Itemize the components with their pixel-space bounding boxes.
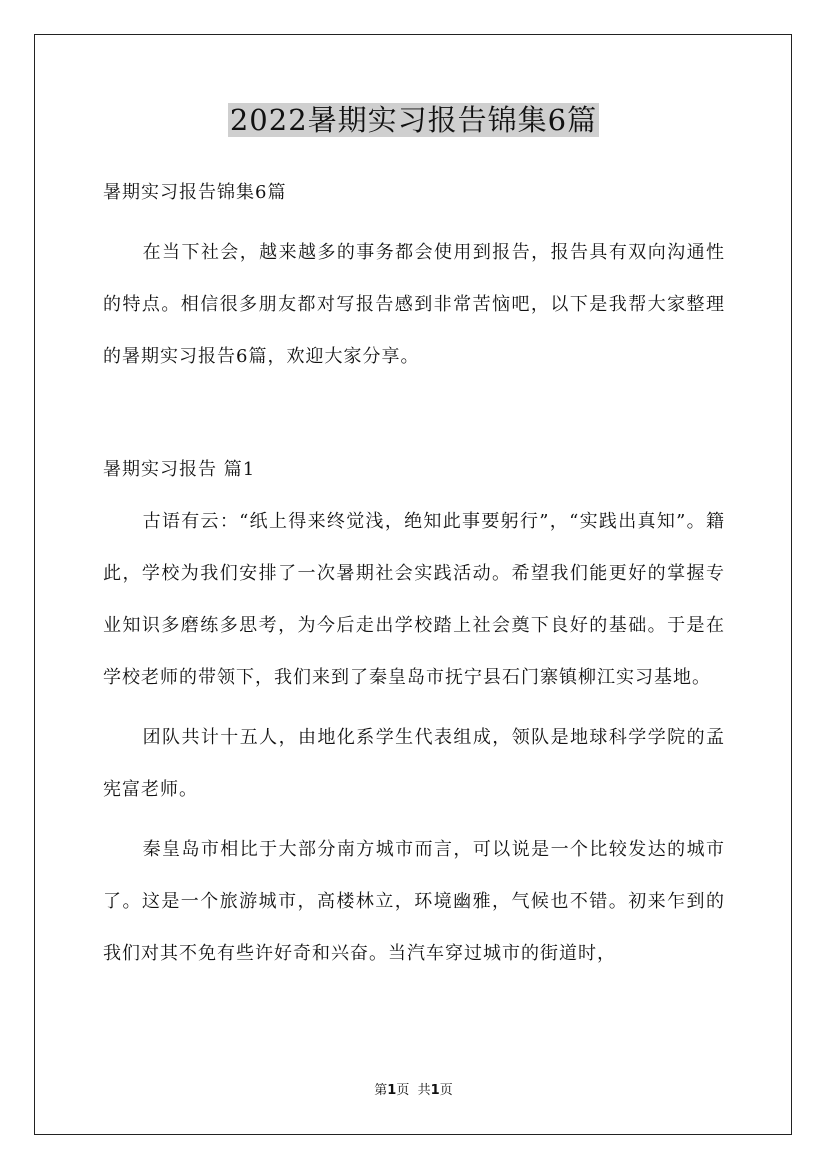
document-title-text: 2022暑期实习报告锦集6篇	[229, 103, 598, 137]
body-paragraph: 团队共计十五人，由地化系学生代表组成，领队是地球科学学院的孟宪富老师。	[103, 727, 725, 800]
total-suffix: 页	[439, 1083, 453, 1098]
document-subtitle: 暑期实习报告锦集6篇	[103, 182, 287, 203]
body-paragraph: 秦皇岛市相比于大部分南方城市而言，可以说是一个比较发达的城市了。这是一个旅游城市，高楼林立，环境幽雅，气候也不错。初来乍到的我们对其不免有些许好奇和兴奋。当汽车穿过城市的街道时，	[103, 839, 725, 964]
page-number: 1	[387, 1083, 397, 1098]
page-footer	[0, 1081, 827, 1101]
total-prefix: 共	[417, 1083, 431, 1098]
section-heading: 暑期实习报告 篇1	[103, 459, 256, 480]
page-suffix: 页	[396, 1083, 410, 1098]
body-paragraph: 古语有云：“纸上得来终觉浅，绝知此事要躬行”，“实践出真知”。籍此，学校为我们安排了一次暑期社会实践活动。希望我们能更好的掌握专业知识多磨练多思考，为今后走出学校踏上社会奠下良好的基础。于是在学校老师的带领下，我们来到了秦皇岛市抚宁县石门寨镇柳江实习基地。	[103, 511, 725, 688]
page-prefix: 第	[374, 1083, 388, 1098]
intro-paragraph: 在当下社会，越来越多的事务都会使用到报告，报告具有双向沟通性的特点。相信很多朋友都对写报告感到非常苦恼吧，以下是我帮大家整理的暑期实习报告6篇，欢迎大家分享。	[103, 242, 725, 367]
document-title	[0, 98, 827, 142]
document-body	[103, 173, 725, 988]
total-pages: 1	[430, 1083, 440, 1098]
